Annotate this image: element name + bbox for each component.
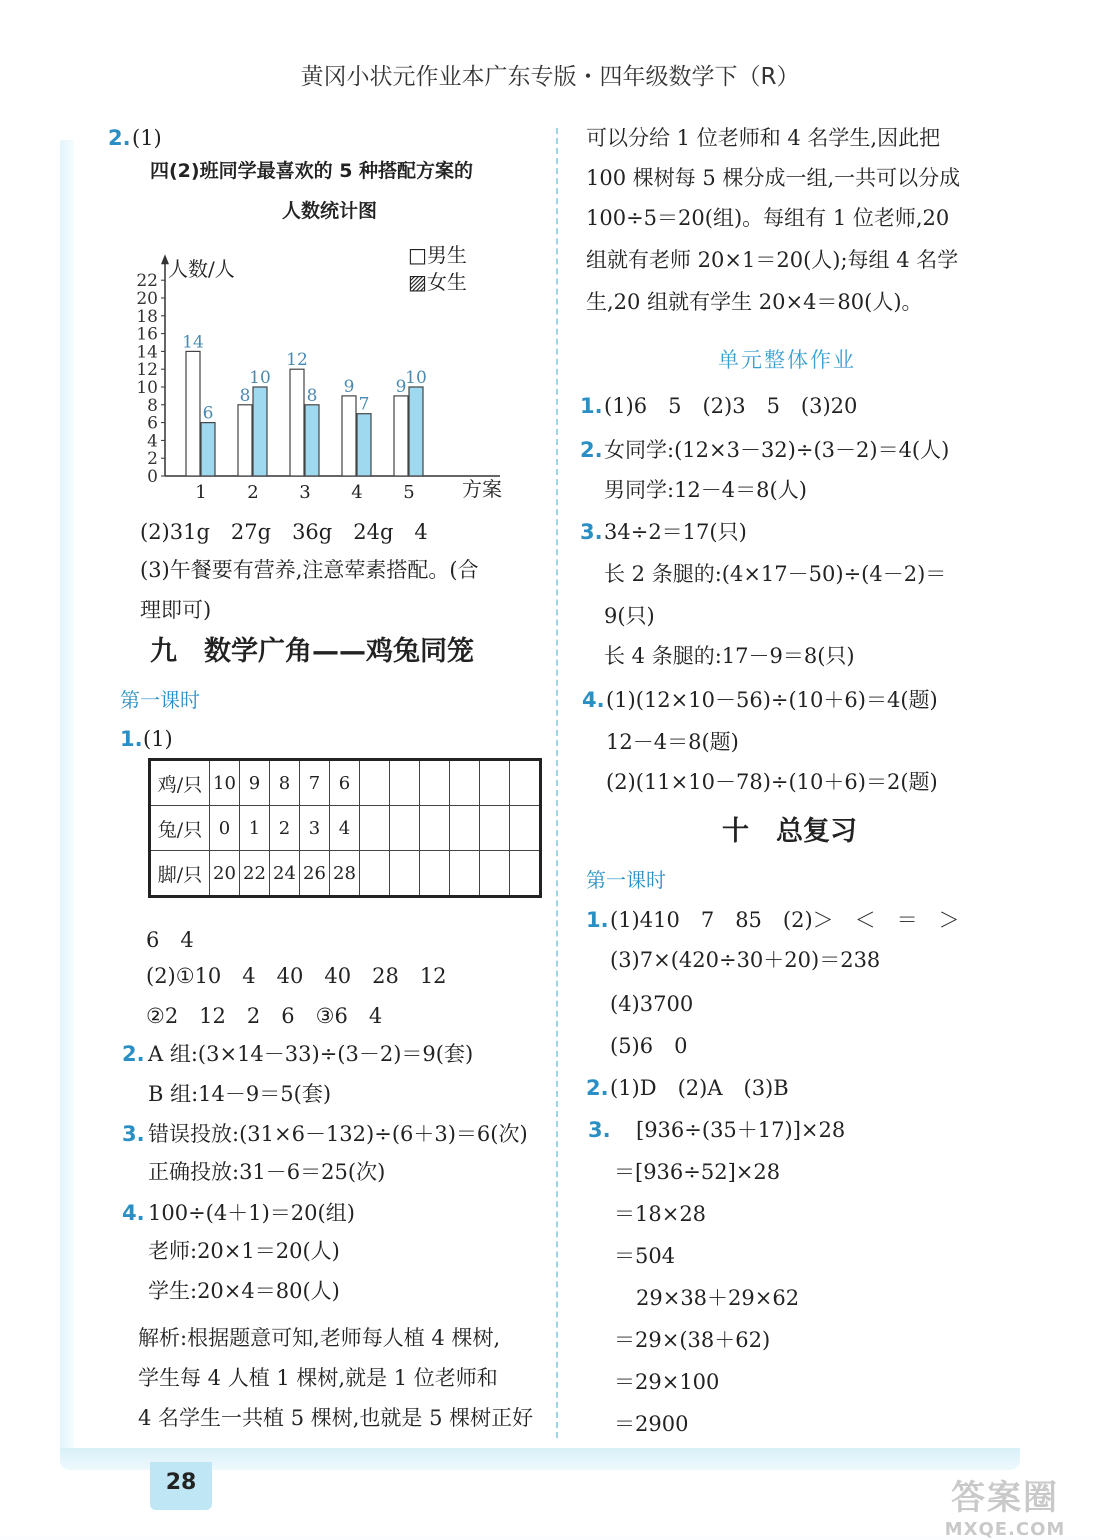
- y-tick-label: 16: [136, 324, 158, 345]
- watermark: [920, 1470, 1090, 1540]
- q4-line1: 100÷(4＋1)＝20(组): [148, 1201, 355, 1225]
- b1-line2: (3)7×(420÷30＋20)＝238: [610, 948, 881, 972]
- table-row: [150, 851, 541, 897]
- chart-title-line1: 四(2)班同学最喜欢的 5 种搭配方案的: [150, 160, 474, 182]
- table-cell: 28: [330, 851, 360, 897]
- b3-line5: 29×38＋29×62: [636, 1286, 800, 1310]
- y-axis-label: 人数/人: [168, 257, 235, 282]
- table-cell: [480, 806, 510, 851]
- table-cell: [360, 760, 390, 806]
- q2-part3-line1: (3)午餐要有营养,注意荤素搭配。(合: [140, 558, 479, 582]
- a1-answer: (1)6 5 (2)3 5 (3)20: [604, 394, 858, 418]
- section-9-title: 九 数学广角——鸡兔同笼: [150, 636, 474, 667]
- table-cell: 7: [300, 760, 330, 806]
- a4-number: 4.: [582, 688, 605, 712]
- legend-girls: ▨女生: [408, 270, 467, 294]
- y-tick-label: 4: [147, 431, 158, 452]
- bar-value-label: 8: [239, 385, 251, 406]
- bar-value-label: 9: [343, 376, 355, 397]
- table-cell: [360, 851, 390, 897]
- table-cell: [360, 806, 390, 851]
- table-cell: 20: [210, 851, 240, 897]
- y-tick-label: 6: [147, 413, 158, 434]
- right-line4: 组就有老师 20×1＝20(人);每组 4 名学: [586, 248, 959, 272]
- y-tick-label: 10: [136, 378, 158, 398]
- table-row-header: 鸡/只: [150, 760, 210, 806]
- bar-value-label: 8: [306, 385, 318, 406]
- table-row: [150, 806, 541, 851]
- analysis-line1: 解析:根据题意可知,老师每人植 4 棵树,: [138, 1326, 501, 1350]
- bar-value-label: 14: [182, 332, 204, 353]
- b1-number: 1.: [586, 908, 609, 932]
- a1-number: 1.: [580, 394, 603, 418]
- bar-girls: [409, 387, 423, 476]
- table-cell: [450, 851, 480, 897]
- unit-homework-title: 单元整体作业: [718, 348, 856, 372]
- right-line2: 100 棵树每 5 棵分成一组,一共可以分成: [586, 166, 961, 190]
- y-tick-label: 20: [136, 289, 158, 309]
- chart-title-line2: 人数统计图: [282, 200, 378, 222]
- bar-girls: [305, 405, 319, 476]
- bar-value-label: 9: [395, 376, 407, 397]
- table-cell: [510, 806, 541, 851]
- y-tick-label: 8: [147, 395, 158, 416]
- q3-line2: 正确投放:31－6＝25(次): [148, 1160, 386, 1184]
- b3-number: 3.: [588, 1118, 611, 1142]
- a2-line1: 女同学:(12×3－32)÷(3－2)＝4(人): [604, 438, 950, 462]
- right-line5: 生,20 组就有学生 20×4＝80(人)。: [586, 290, 923, 314]
- q1-part2-line2: ②2 12 2 6 ③6 4: [146, 1004, 383, 1028]
- x-tick-label: 3: [299, 482, 311, 503]
- q2b-number: 2.: [122, 1042, 145, 1066]
- a4-line2: 12－4＝8(题): [606, 730, 739, 754]
- legend-boys: □男生: [408, 243, 467, 267]
- right-line3: 100÷5＝20(组)。每组有 1 位老师,20: [586, 206, 950, 230]
- bar-girls: [253, 387, 267, 476]
- a4-line1: (1)(12×10－56)÷(10＋6)＝4(题): [606, 688, 938, 712]
- right-line1: 可以分给 1 位老师和 4 名学生,因此把: [586, 126, 941, 150]
- table-cell: [450, 806, 480, 851]
- table-cell: [510, 851, 541, 897]
- lesson-title-left: 第一课时: [120, 688, 200, 712]
- q3-number: 3.: [122, 1122, 145, 1146]
- table-cell: [390, 806, 420, 851]
- bar-value-label: 10: [405, 368, 427, 388]
- q4-line2: 老师:20×1＝20(人): [148, 1239, 340, 1263]
- q4-line3: 学生:20×4＝80(人): [148, 1279, 340, 1303]
- b3-line8: ＝2900: [614, 1412, 689, 1436]
- q1-answer: 6 4: [146, 928, 194, 952]
- table-cell: [480, 760, 510, 806]
- table-cell: [510, 760, 541, 806]
- section-10-title: 十 总复习: [722, 816, 857, 847]
- bar-girls: [201, 423, 215, 476]
- y-tick-label: 0: [147, 467, 158, 487]
- b3-line3: ＝18×28: [614, 1202, 707, 1226]
- table-cell: 1: [240, 806, 270, 851]
- x-tick-label: 4: [351, 482, 363, 503]
- y-tick-label: 18: [136, 306, 158, 327]
- table-cell: 22: [240, 851, 270, 897]
- b3-line4: ＝504: [614, 1244, 676, 1268]
- table-cell: 10: [210, 760, 240, 806]
- table-cell: [450, 760, 480, 806]
- a2-line2: 男同学:12－4＝8(人): [604, 478, 807, 502]
- a3-line4: 长 4 条腿的:17－9＝8(只): [604, 644, 855, 668]
- page-number: 28: [165, 1470, 197, 1495]
- x-tick-label: 1: [195, 482, 207, 503]
- b3-line1: [936÷(35＋17)]×28: [636, 1118, 846, 1142]
- b3-line2: ＝[936÷52]×28: [614, 1160, 781, 1184]
- q1-sub: (1): [143, 727, 173, 751]
- table-cell: [390, 760, 420, 806]
- q2b-line1: A 组:(3×14－33)÷(3－2)＝9(套): [148, 1042, 474, 1066]
- table-cell: 0: [210, 806, 240, 851]
- table-row-header: 脚/只: [150, 851, 210, 897]
- table-cell: [420, 806, 450, 851]
- b1-line1: (1)410 7 85 (2)＞ ＜ ＝ ＞: [610, 908, 960, 932]
- b3-line7: ＝29×100: [614, 1370, 720, 1394]
- x-tick-label: 5: [403, 482, 415, 503]
- a3-line2: 长 2 条腿的:(4×17－50)÷(4－2)＝: [604, 562, 947, 586]
- bar-value-label: 12: [286, 350, 308, 371]
- bar-boys: [186, 351, 200, 476]
- watermark-logo-text: 答案圈: [951, 1478, 1059, 1518]
- table-cell: 9: [240, 760, 270, 806]
- y-tick-label: 12: [136, 360, 158, 381]
- column-divider: [556, 128, 558, 1438]
- page-header: 黄冈小状元作业本广东专版・四年级数学下（R）: [300, 64, 800, 90]
- bar-girls: [357, 414, 371, 476]
- table-cell: 4: [330, 806, 360, 851]
- table-cell: 3: [300, 806, 330, 851]
- table-cell: 6: [330, 760, 360, 806]
- a4-line3: (2)(11×10－78)÷(10＋6)＝2(题): [606, 770, 938, 794]
- watermark-url: MXQE.COM: [944, 1519, 1066, 1540]
- bar-value-label: 6: [202, 403, 214, 424]
- a3-number: 3.: [580, 520, 603, 544]
- bar-boys: [394, 396, 408, 476]
- b1-line3: (4)3700: [610, 992, 694, 1016]
- bar-boys: [238, 405, 252, 476]
- table-cell: 8: [270, 760, 300, 806]
- bar-value-label: 10: [249, 368, 271, 388]
- q3-line1: 错误投放:(31×6－132)÷(6＋3)＝6(次): [148, 1122, 528, 1146]
- y-tick-label: 14: [136, 342, 158, 363]
- left-decor-band: [60, 140, 74, 1460]
- bar-chart: [120, 232, 520, 507]
- q2-part3-line2: 理即可): [140, 598, 212, 622]
- q4-number: 4.: [122, 1201, 145, 1225]
- x-axis-label: 方案: [462, 477, 502, 501]
- table-cell: 2: [270, 806, 300, 851]
- chicken-rabbit-table: [148, 758, 542, 898]
- y-tick-label: 22: [136, 271, 158, 292]
- table-cell: 24: [270, 851, 300, 897]
- table-cell: [390, 851, 420, 897]
- bar-boys: [290, 369, 304, 476]
- lesson-title-right: 第一课时: [586, 868, 666, 892]
- bar-value-label: 7: [358, 394, 370, 415]
- a3-line3: 9(只): [604, 604, 655, 628]
- table-cell: [480, 851, 510, 897]
- table-cell: [420, 851, 450, 897]
- x-tick-label: 2: [247, 482, 259, 503]
- table-cell: 26: [300, 851, 330, 897]
- q1-number: 1.: [120, 727, 143, 751]
- y-tick-label: 2: [147, 449, 158, 470]
- q2-number: 2.: [108, 126, 131, 150]
- q1-part2-line1: (2)①10 4 40 40 28 12: [146, 964, 447, 988]
- b3-line6: ＝29×(38＋62): [614, 1328, 771, 1352]
- analysis-line3: 4 名学生一共植 5 棵树,也就是 5 棵树正好: [138, 1406, 534, 1430]
- q2-sub: (1): [132, 126, 162, 150]
- q2-part2: (2)31g 27g 36g 24g 4: [140, 520, 428, 544]
- a3-line1: 34÷2＝17(只): [604, 520, 747, 544]
- analysis-line2: 学生每 4 人植 1 棵树,就是 1 位老师和: [138, 1366, 498, 1390]
- table-cell: [420, 760, 450, 806]
- b2-answer: (1)D (2)A (3)B: [610, 1076, 789, 1100]
- b2-number: 2.: [586, 1076, 609, 1100]
- b1-line4: (5)6 0: [610, 1034, 688, 1058]
- q2b-line2: B 组:14－9＝5(套): [148, 1082, 332, 1106]
- table-row: [150, 760, 541, 806]
- table-row-header: 兔/只: [150, 806, 210, 851]
- a2-number: 2.: [580, 438, 603, 462]
- bar-boys: [342, 396, 356, 476]
